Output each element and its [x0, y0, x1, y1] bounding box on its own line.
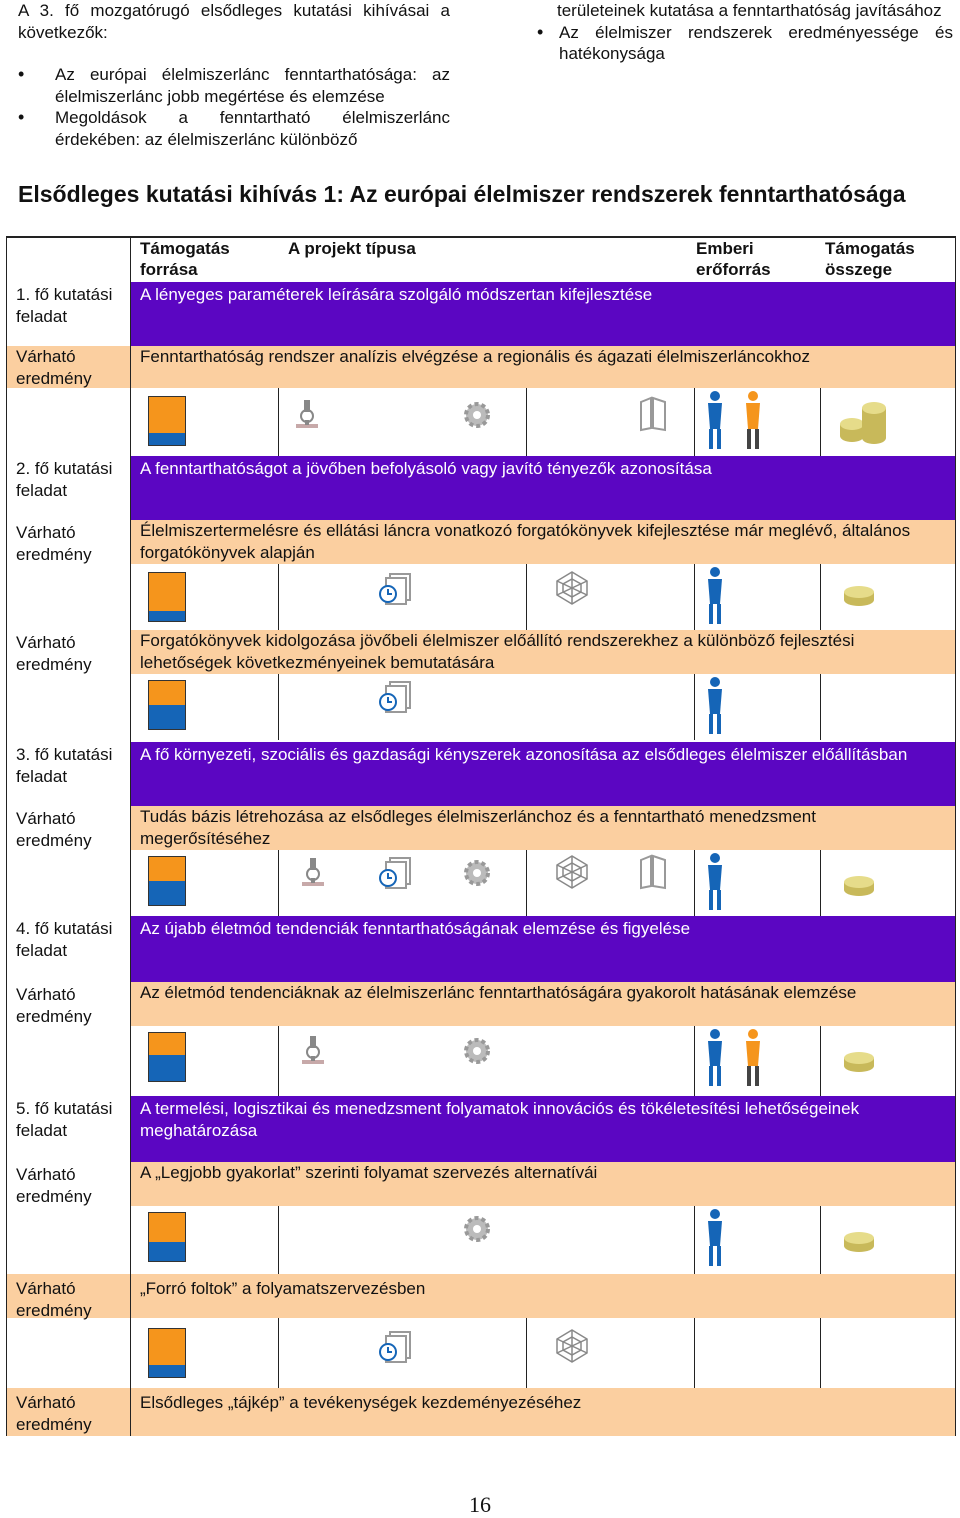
funding-indicator — [148, 680, 186, 730]
person-blue-icon — [704, 390, 726, 458]
intro-right-list — [557, 22, 953, 65]
coins-icon — [838, 396, 890, 452]
intro-bullet: • Az élelmiszer rendszerek eredményessége és hatékonysága — [537, 22, 953, 65]
result-label-2b: Várható eredmény — [16, 633, 92, 674]
intro-continuation: területeinek kutatása a fenntarthatóság javításához — [557, 1, 942, 20]
microscope-icon — [296, 854, 330, 894]
funding-indicator — [148, 856, 186, 906]
gear-icon — [460, 856, 494, 896]
result-label-1: Várható eredmény — [16, 347, 92, 388]
funding-indicator — [148, 396, 186, 446]
icon-row-2 — [130, 564, 956, 630]
microscope-icon — [290, 396, 324, 436]
icon-row-4 — [130, 1026, 956, 1096]
intro-bullet: • Megoldások a fenntartható élelmiszerlánc érdekében: az élelmiszerlánc különböző — [18, 107, 450, 150]
result-label-4: Várható eredmény — [16, 985, 92, 1026]
intro-right-column — [557, 0, 953, 65]
result-text-5c: Elsődleges „tájkép” a tevékenységek kezdeményezéséhez — [130, 1388, 956, 1436]
coins-icon — [842, 1228, 876, 1260]
section-title: Elsődleges kutatási kihívás 1: Az európai élelmiszer rendszerek fenntarthatósága — [18, 181, 906, 207]
header-amount: Támogatás összege — [825, 239, 915, 279]
person-blue-icon — [704, 1208, 726, 1274]
clock-documents-icon — [378, 572, 414, 612]
result-label-2: Várható eredmény — [16, 523, 92, 564]
icon-row-5b — [130, 1318, 956, 1388]
task-label-1: 1. fő kutatási feladat — [16, 285, 113, 326]
icon-row-2b — [130, 674, 956, 740]
funding-indicator — [148, 1328, 186, 1378]
result-text-2: Élelmiszertermelésre és ellátási láncra vonatkozó forgatókönyvek kifejlesztése már meglévő, általános forgatókönyvek alapján — [130, 520, 956, 564]
header-source: Támogatás forrása — [140, 239, 230, 279]
task-text-5: A termelési, logisztikai és menedzsment folyamatok innovációs és tökéletesítési lehetőségeinek meghatározása — [130, 1096, 956, 1162]
coins-icon — [842, 582, 876, 614]
result-text-2b: Forgatókönyvek kidolgozása jövőbeli élelmiszer előállító rendszerekhez a különböző fejlesztési lehetőségek következményeinek bemutatására — [130, 630, 956, 674]
icon-row-5 — [130, 1206, 956, 1274]
task-label-2: 2. fő kutatási feladat — [16, 459, 113, 500]
result-text-4: Az életmód tendenciáknak az élelmiszerlánc fenntarthatóságára gyakorolt hatásának elemzése — [130, 982, 956, 1026]
result-text-5b: „Forró foltok” a folyamatszervezésben — [130, 1274, 956, 1318]
person-blue-icon — [704, 1028, 726, 1094]
gear-icon — [460, 1212, 494, 1252]
header-human: Emberi erőforrás — [696, 239, 771, 279]
spiderweb-icon — [554, 570, 590, 612]
spiderweb-icon — [554, 1328, 590, 1370]
page-number: 16 — [469, 1492, 491, 1517]
research-table — [6, 236, 956, 1434]
header-type: A projekt típusa — [288, 239, 416, 258]
person-blue-icon — [704, 676, 726, 742]
funding-indicator — [148, 1212, 186, 1262]
funding-indicator — [148, 572, 186, 622]
result-label-5c: Várható eredmény — [16, 1393, 92, 1434]
task-text-1: A lényeges paraméterek leírására szolgáló módszertan kifejlesztése — [130, 282, 956, 346]
gear-icon — [460, 1034, 494, 1074]
intro-bullet: • Az európai élelmiszerlánc fenntarthatósága: az élelmiszerlánc jobb megértése és elemzése — [18, 64, 450, 107]
person-blue-icon — [704, 852, 726, 918]
gear-icon — [460, 398, 494, 438]
task-text-2: A fenntarthatóságot a jövőben befolyásoló vagy javító tényezők azonosítása — [130, 456, 956, 520]
result-text-3: Tudás bázis létrehozása az elsődleges élelmiszerlánchoz és a fenntartható menedzsment megerősítéséhez — [130, 806, 956, 850]
task-label-5: 5. fő kutatási feladat — [16, 1099, 113, 1140]
task-label-4: 4. fő kutatási feladat — [16, 919, 113, 960]
task-text-3: A fő környezeti, szociális és gazdasági kényszerek azonosítása az elsődleges élelmiszer előállításban — [130, 742, 956, 806]
clock-documents-icon — [378, 856, 414, 896]
intro-left-list — [18, 64, 450, 150]
clock-documents-icon — [378, 1330, 414, 1370]
person-blue-icon — [704, 566, 726, 632]
intro-block — [18, 0, 954, 160]
coins-icon — [842, 872, 876, 904]
result-text-1: Fenntarthatóság rendszer analízis elvégzése a regionális és ágazati élelmiszerláncokhoz — [130, 346, 956, 388]
task-text-4: Az újabb életmód tendenciák fenntarthatóságának elemzése és figyelése — [130, 916, 956, 982]
result-label-5: Várható eredmény — [16, 1165, 92, 1206]
coins-icon — [842, 1048, 876, 1080]
icon-row-3 — [130, 850, 956, 916]
intro-lead: A 3. fő mozgatórugó elsődleges kutatási kihívásai a következők: — [18, 1, 450, 42]
clock-documents-icon — [378, 680, 414, 720]
funding-indicator — [148, 1032, 186, 1082]
result-label-5b: Várható eredmény — [16, 1279, 92, 1320]
result-text-5: A „Legjobb gyakorlat” szerinti folyamat szervezés alternatívái — [130, 1162, 956, 1206]
task-label-3: 3. fő kutatási feladat — [16, 745, 113, 786]
person-orange-icon — [742, 1028, 764, 1094]
books-icon — [638, 394, 668, 438]
result-label-3: Várható eredmény — [16, 809, 92, 850]
spiderweb-icon — [554, 854, 590, 896]
icon-row-1 — [130, 388, 956, 456]
person-orange-icon — [742, 390, 764, 458]
microscope-icon — [296, 1032, 330, 1072]
intro-left-column — [18, 0, 450, 150]
books-icon — [638, 852, 668, 896]
